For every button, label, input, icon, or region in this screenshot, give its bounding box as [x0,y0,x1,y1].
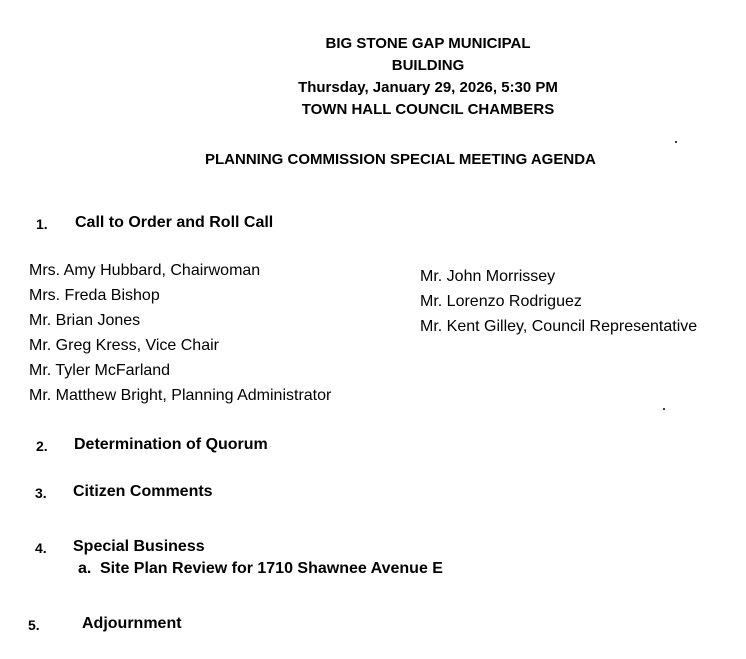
header-line-1: BIG STONE GAP MUNICIPAL [325,35,531,52]
speck-mark [663,408,665,410]
roll-call-right-column [420,264,697,339]
roll-call-member: Mr. Matthew Bright, Planning Administrator [29,387,332,404]
roll-call-member: Mr. Brian Jones [29,312,141,329]
agenda-item-number: 5. [28,617,40,633]
roll-call-member: Mrs. Freda Bishop [29,287,160,304]
agenda-item-number: 2. [36,438,48,454]
roll-call-member: Mr. Lorenzo Rodriguez [420,293,582,310]
agenda-item-label: Adjournment [82,615,182,632]
roll-call-member: Mr. Kent Gilley, Council Representative [420,318,698,335]
agenda-title: PLANNING COMMISSION SPECIAL MEETING AGENDA [205,151,596,168]
sub-item-label: Site Plan Review for 1710 Shawnee Avenue E [100,560,443,577]
agenda-item-number: 1. [36,216,48,232]
meeting-header [228,33,628,121]
roll-call-member: Mr. John Morrissey [420,268,556,285]
roll-call-member: Mr. Greg Kress, Vice Chair [29,337,219,354]
agenda-item-number: 3. [35,485,47,501]
header-line-3: Thursday, January 29, 2026, 5:30 PM [298,79,558,96]
roll-call-member: Mr. Tyler McFarland [29,362,171,379]
agenda-item-label: Determination of Quorum [74,436,268,453]
speck-mark [675,141,677,143]
sub-item-letter: a. [78,560,92,577]
agenda-item-label: Call to Order and Roll Call [75,214,274,231]
header-line-4: TOWN HALL COUNCIL CHAMBERS [301,101,555,118]
agenda-item-label: Special Business [73,538,205,555]
roll-call-left-column [29,258,331,408]
agenda-item-label: Citizen Comments [73,483,213,500]
agenda-item-number: 4. [35,540,47,556]
header-line-2: BUILDING [391,57,465,74]
roll-call-member: Mrs. Amy Hubbard, Chairwoman [29,262,261,279]
